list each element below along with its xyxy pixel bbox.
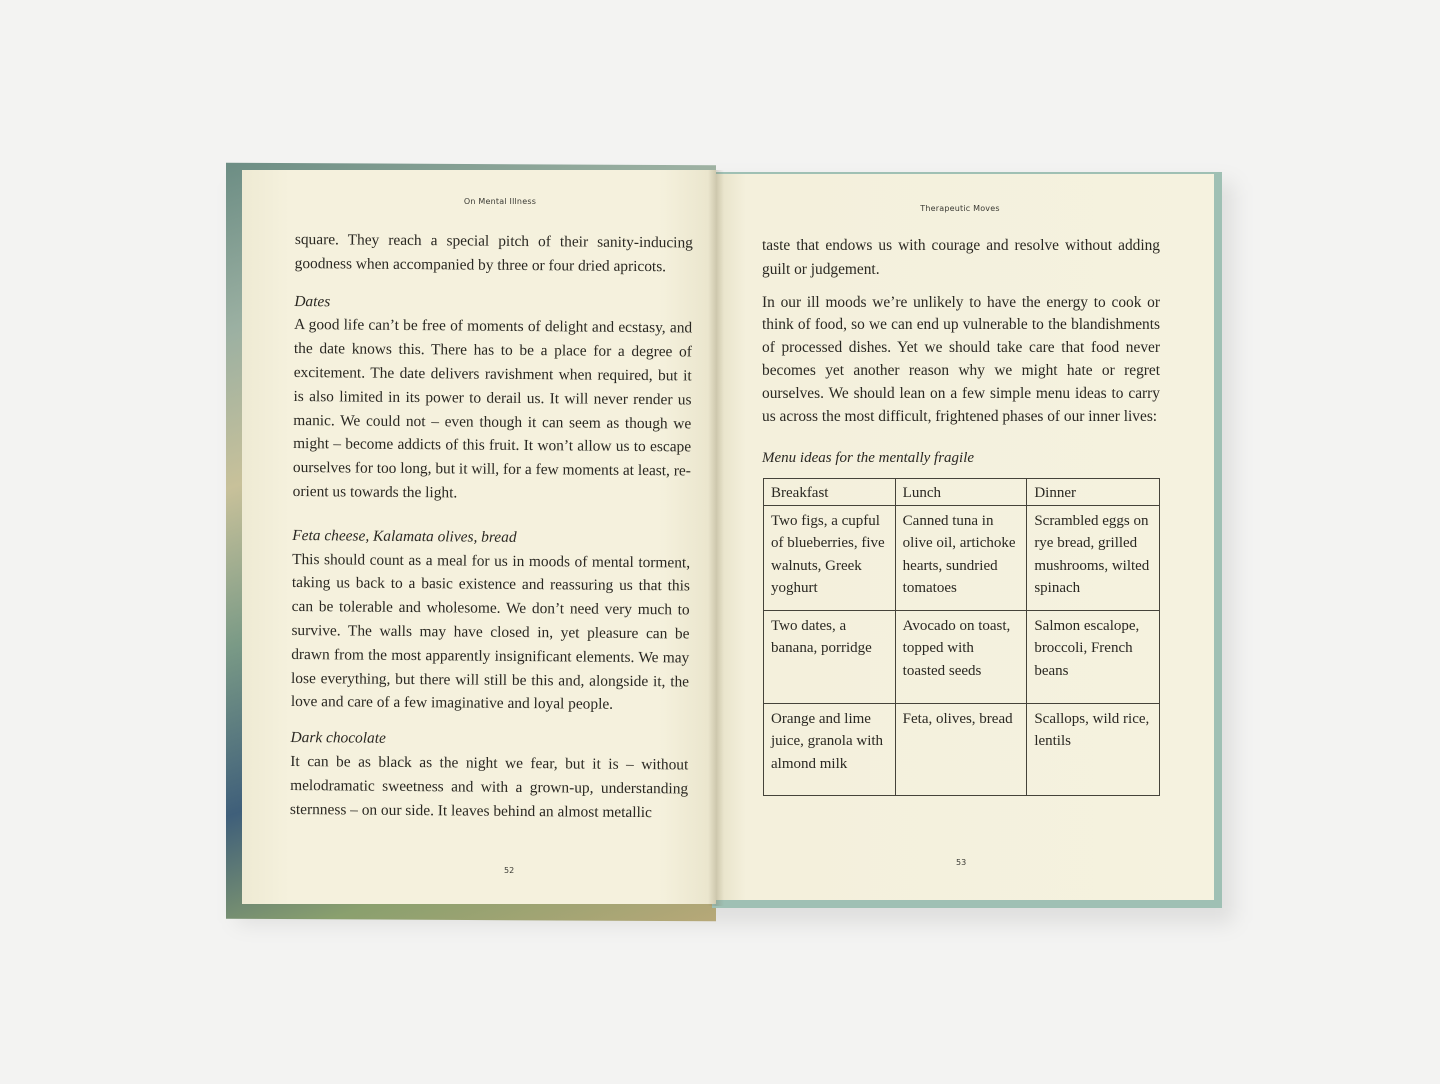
left-running-head: On Mental Illness	[463, 197, 537, 206]
column-header-dinner: Dinner	[1027, 479, 1160, 506]
table-caption: Menu ideas for the mentally fragile	[762, 450, 975, 466]
table-cell: Two figs, a cupful of blueberries, five walnuts, Greek yoghurt	[764, 505, 896, 610]
paragraph: In our ill moods we’re unlikely to have the energy to cook or think of food, so we can end up vulnerable to the blandishments of processed dishes. Yet we should take care that food never becomes yet another reason why we might hate or regret ourselves. We should lean on a few simple menu ideas to carry us across the most difficult, frightened phases of our inner lives:	[762, 293, 1160, 425]
table-cell: Canned tuna in olive oil, artichoke hearts, sundried tomatoes	[895, 505, 1027, 610]
table-cell: Avocado on toast, topped with toasted seeds	[895, 610, 1027, 703]
table-cell: Two dates, a banana, porridge	[764, 610, 896, 703]
table-header-row	[764, 479, 1160, 506]
left-page-text	[290, 228, 693, 825]
table-cell: Scallops, wild rice, lentils	[1027, 703, 1160, 795]
paragraph: A good life can’t be free of moments of delight and ecstasy, and the date knows this. There has to be a place for a degree of excitement. The date delivers ravishment when required, but it is also limited in its power to derail us. It will never render us manic. We could not – even though it can seem as though we might – become addicts of this fruit. It won’t allow us to escape ourselves for too long, but it will, for a few moments at least, re-orient us towards the light.	[292, 316, 693, 502]
paragraph: It can be as black as the night we fear, but it is – without melodramatic sweetness and with a grown-up, understanding sternness – on our side. It leaves behind an almost metallic	[289, 752, 689, 821]
menu-table	[763, 478, 1160, 796]
book-gutter	[708, 170, 724, 906]
right-page-number: 53	[956, 858, 967, 867]
table-cell: Orange and lime juice, granola with almond milk	[764, 703, 896, 795]
table-row	[764, 703, 1160, 795]
column-header-lunch: Lunch	[895, 479, 1027, 506]
column-header-breakfast: Breakfast	[764, 479, 896, 506]
section-heading: Feta cheese, Kalamata olives, bread	[292, 526, 517, 546]
table-cell: Feta, olives, bread	[895, 703, 1027, 795]
table-cell: Salmon escalope, broccoli, French beans	[1027, 610, 1160, 703]
table-cell: Scrambled eggs on rye bread, grilled mushrooms, wilted spinach	[1027, 505, 1160, 610]
section-heading: Dates	[294, 292, 331, 310]
table-row	[764, 610, 1160, 703]
table-row	[764, 505, 1160, 610]
paragraph: square. They reach a special pitch of their sanity-inducing goodness when accompanied by three or four dried apricots.	[294, 230, 693, 276]
section-heading: Dark chocolate	[290, 729, 386, 747]
left-page-number: 52	[504, 866, 515, 875]
paragraph: This should count as a meal for us in moods of mental torment, taking us back to a basic existence and reassuring us that this can be tolerable and wholesome. We don’t need very much to survive. The walls may have closed in, yet pleasure can be drawn from the most apparently insignificant elements. We may lose everything, but there will still be this and, alongside it, the love and care of a few imaginative and loyal people.	[290, 550, 691, 714]
paragraph: taste that endows us with courage and resolve without adding guilt or judgement.	[762, 237, 1160, 278]
right-page-text	[762, 234, 1160, 428]
right-running-head: Therapeutic Moves	[920, 204, 1000, 213]
